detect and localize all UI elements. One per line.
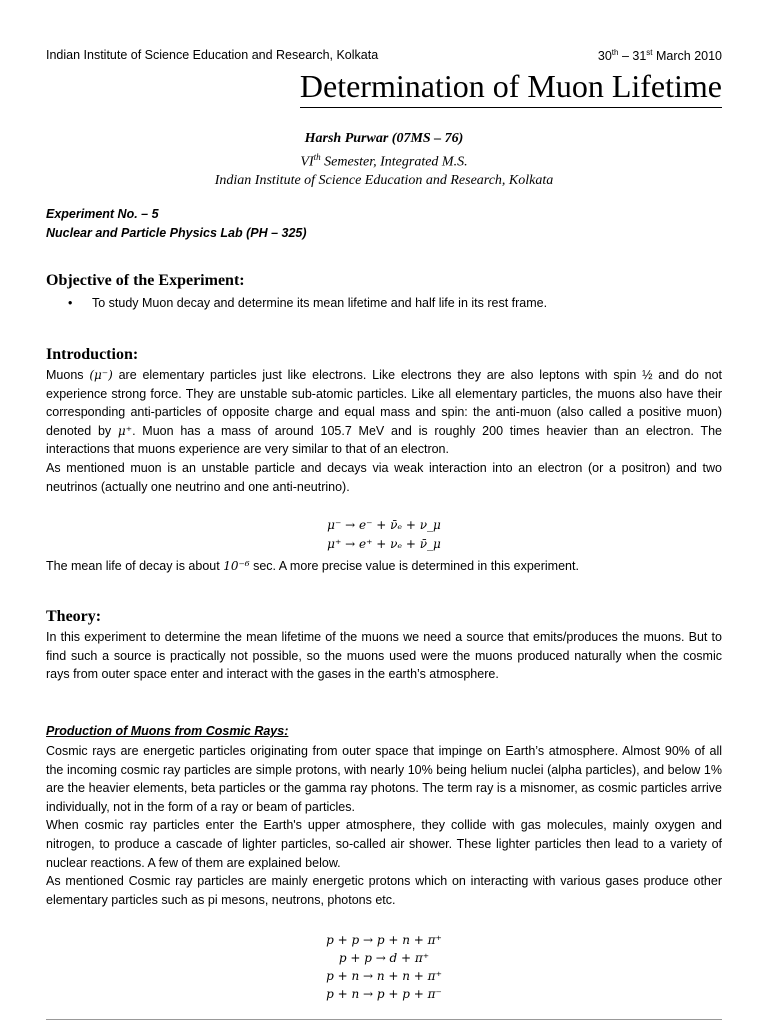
reaction-equation-4: p + n → p + p + π⁻ <box>326 987 442 1001</box>
footer-divider <box>46 1019 722 1020</box>
theory-body <box>46 742 722 909</box>
author-name: Harsh Purwar (07MS – 76) <box>304 131 464 146</box>
header-institute: Indian Institute of Science Education and Research, Kolkata <box>46 48 379 62</box>
intro-paragraph-1: Muons (μ⁻) are elementary particles just like electrons. Like electrons they are also leptons with spin ½ and do not experience strong force. They are unstable sub-atomic particles. Like all elementary particles, the muons also have their corresponding anti-particles of opposite charge and equal mass and spin: the anti-muon (also called a positive muon) denoted by μ⁺. Muon has a mass of around 105.7 MeV and is roughly 200 times heavier than an electron. The interactions that muons experience are very similar to that of an electron. As mentioned muon is an unstable particle and decays via weak interaction into an electron (or a positron) and two neutrinos (actually one neutrino and one anti-neutrino). <box>46 366 722 496</box>
author-affiliation: Indian Institute of Science Education and Research, Kolkata <box>214 172 554 188</box>
introduction-heading: Introduction: <box>46 346 139 363</box>
document-title: Determination of Muon Lifetime <box>300 68 722 108</box>
reaction-equation-3: p + n → n + n + π⁺ <box>326 969 442 983</box>
author-semester: VIth Semester, Integrated M.S. <box>300 152 468 170</box>
theory-paragraph-3: When cosmic ray particles enter the Earth's upper atmosphere, they collide with gas molecules, mainly oxygen and nitrogen, to produce a cascade of lighter particles, so-called air shower. These lighter particles then lead to a variety of nuclear reactions. A few of them are explained below. <box>46 818 722 870</box>
reaction-equation-2: p + p → d + π⁺ <box>338 951 430 965</box>
experiment-number: Experiment No. – 5 <box>46 207 159 221</box>
reaction-equation-1: p + p → p + n + π⁺ <box>326 933 442 947</box>
theory-subheading: Production of Muons from Cosmic Rays: <box>46 724 289 738</box>
lab-name: Nuclear and Particle Physics Lab (PH – 325) <box>46 226 307 240</box>
bullet-icon: • <box>68 296 73 310</box>
theory-paragraph-2: Cosmic rays are energetic particles originating from outer space that impinge on Earth’s atmosphere. Almost 90% of all the incoming cosmic ray particles are simple protons, with nearly 10% being helium nuclei (alpha particles), and below 1% are the heavier elements, beta particles or the gamma ray photons. The term ray is a misnomer, as cosmic particles arrive individually, not in the form of a ray or beam of particles. <box>46 744 722 814</box>
objective-bullet: • To study Muon decay and determine its mean lifetime and half life in its rest frame. <box>68 296 548 310</box>
experiment-info <box>46 205 307 243</box>
theory-paragraph-1: In this experiment to determine the mean lifetime of the muons we need a source that emits/produces the muons. But to find such a source is practically not possible, so the muons used were the muons produced naturally when the cosmic rays from outer space enter and interact with the gases in the earth’s atmosphere. <box>46 630 722 682</box>
theory-paragraph-4: As mentioned Cosmic ray particles are mainly energetic protons which on interacting with various gases produce other elementary particles such as pi mesons, neutrons, photons etc. <box>46 874 722 907</box>
intro-paragraph-2: As mentioned muon is an unstable particle and decays via weak interaction into an electron (or a positron) and two neutrinos (actually one neutrino and one anti-neutrino). <box>46 460 722 494</box>
author-block <box>46 130 722 190</box>
header-date: 30th – 31st March 2010 <box>597 48 722 64</box>
theory-heading: Theory: <box>46 608 102 625</box>
decay-equation-1: μ⁻ → e⁻ + ν̄ₑ + ν_μ <box>327 518 441 532</box>
decay-equation-2: μ⁺ → e⁺ + νₑ + ν̄_μ <box>327 537 441 551</box>
intro-paragraph-3: The mean life of decay is about 10⁻⁶ sec. A more precise value is determined in this experiment. <box>46 559 579 573</box>
objective-heading: Objective of the Experiment: <box>46 272 245 289</box>
